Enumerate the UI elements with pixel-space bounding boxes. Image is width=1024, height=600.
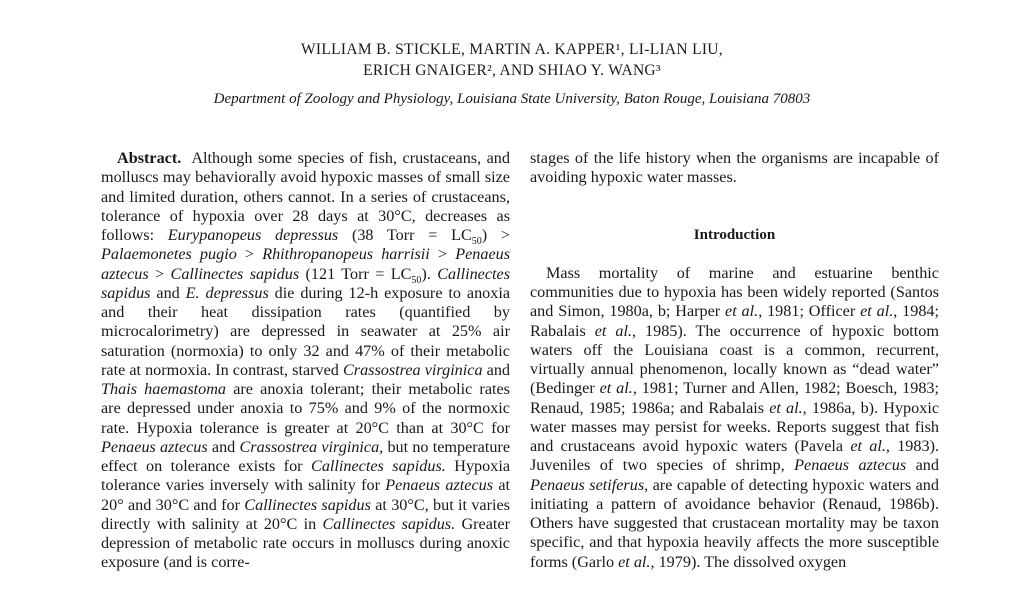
abstract-continuation: stages of the life history when the organisms are incapable of avoiding hypoxic water masses. <box>530 149 939 187</box>
introduction-paragraph: Mass mortality of marine and estuarine benthic communities due to hypoxia has been widely reported (Santos and Simon, 1980a, b; Harper et al., 1981; Officer et al., 1984; Rabalais et al., 1985). The occurrence of hypoxic bottom waters off the Louisiana coast is a common, recurrent, virtually annual phenomenon, locally known as “dead water” (Bedinger et al., 1981; Turner and Allen, 1982; Boesch, 1983; Renaud, 1985; 1986a; and Rabalais et al., 1986a, b). Hypoxic water masses may persist for weeks. Reports suggest that fish and crustaceans avoid hypoxic waters (Pavela et al., 1983). Juveniles of two species of shrimp, Penaeus aztecus and Penaeus setiferus, are capable of detecting hypoxic waters and initiating a pattern of avoidance behavior (Renaud, 1986b). Others have suggested that crustacean mortality may be taxon specific, and that hypoxia heavily affects the more susceptible forms (Garlo et al., 1979). The dissolved oxygen <box>530 263 940 571</box>
abstract-paragraph: Abstract. Although some species of fish, crustaceans, and molluscs may behaviorally avoid hypoxic masses of small size and limited duration, others cannot. In a series of crustaceans, tolerance of hypoxia over 28 days at 30°C, decreases as follows: Eurypanopeus depressus (38 Torr = $LC_{50}$) > Palaemonetes pugio > Rhithropanopeus harrisii > Penaeus aztecus > Callinectes sapidus (121 Torr = $LC_{50}$). Callinectes sapidus and E. depressus die during 12-h exposure to anoxia and their heat dissipation rates (quantified by microcalorimetry) are depressed in seawater at 25% air saturation (normoxia) to only 32 and 47% of their metabolic rate at normoxia. In contrast, starved Crassostrea virginica and Thais haemastoma are anoxia tolerant; their metabolic rates are depressed under anoxia to 75% and 9% of the normoxic rate. Hypoxia tolerance is greater at 20°C than at 30°C for Penaeus aztecus and Crassostrea virginica, but no temperature effect on tolerance exists for Callinectes sapidus. Hypoxia tolerance varies inversely with salinity for Penaeus aztecus at 20° and 30°C and for Callinectes sapidus at 30°C, but it varies directly with salinity at 20°C in Callinectes sapidus. Greater depression of metabolic rate occurs in molluscs during anoxic exposure (and is corre- <box>101 149 511 572</box>
affiliation: Department of Zoology and Physiology, Louisiana State University, Baton Rouge, Louisiana 70803 <box>213 91 811 107</box>
author-list <box>0 39 1024 81</box>
abstract-label: Abstract. <box>117 149 182 167</box>
author-line-2: ERICH GNAIGER², AND SHIAO Y. WANG³ <box>363 62 661 79</box>
section-heading-introduction: Introduction <box>693 226 776 243</box>
abstract-column <box>101 149 510 573</box>
author-line-1: WILLIAM B. STICKLE, MARTIN A. KAPPER¹, LI-LIAN LIU, <box>301 41 723 58</box>
right-column <box>530 149 939 572</box>
